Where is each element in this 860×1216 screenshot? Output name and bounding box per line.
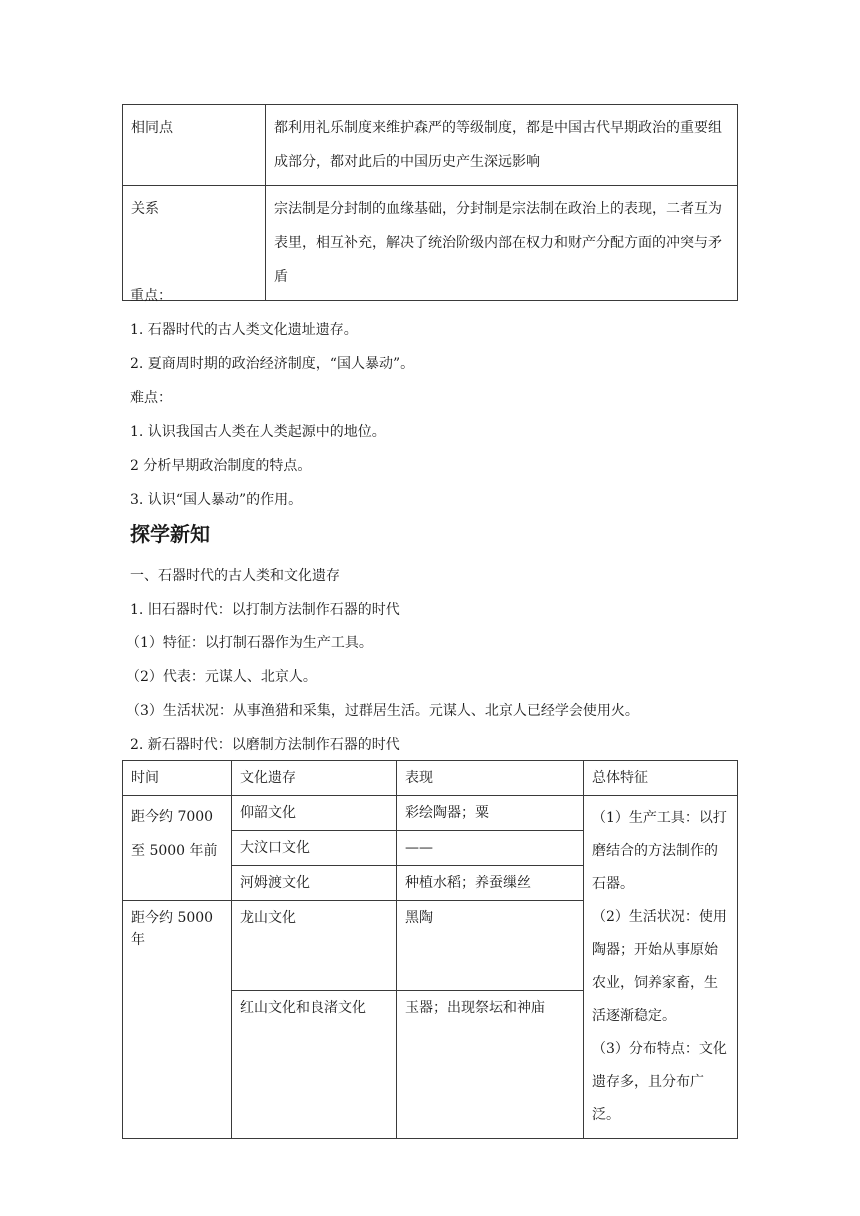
culture-name: 河姆渡文化: [232, 866, 397, 901]
period-cell: 距今约 5000 年: [123, 901, 232, 1139]
culture-feature: 种植水稻；养蚕缫丝: [397, 866, 584, 901]
neolithic-table: [122, 760, 738, 1139]
row-text: 都利用礼乐制度来维护森严的等级制度，都是中国古代早期政治的重要组成部分，都对此后的中国历史产生深远影响: [266, 105, 738, 186]
column-header: 表现: [397, 761, 584, 796]
key-points-heading: 重点：: [130, 288, 172, 304]
key-point-item: 2. 夏商周时期的政治经济制度，“国人暴动”。: [130, 356, 415, 372]
row-label: 关系: [123, 186, 266, 301]
row-text: 宗法制是分封制的血缘基础，分封制是宗法制在政治上的表现，二者互为表里，相互补充，解决了统治阶级内部在权力和财产分配方面的冲突与矛盾: [266, 186, 738, 301]
old-stone-age-item: （1）特征：以打制石器作为生产工具。: [126, 635, 373, 651]
culture-name: 大汶口文化: [232, 831, 397, 866]
culture-name: 仰韶文化: [232, 796, 397, 831]
culture-feature: 彩绘陶器；粟: [397, 796, 584, 831]
overall-feature-item: （2）生活状况：使用陶器；开始从事原始农业，饲养家畜，生活逐渐稳定。: [592, 909, 727, 1024]
overall-feature-item: （1）生产工具：以打磨结合的方法制作的石器。: [592, 810, 727, 892]
new-stone-age-heading: 2. 新石器时代：以磨制方法制作石器的时代: [130, 737, 400, 753]
difficult-point-item: 2 分析早期政治制度的特点。: [130, 458, 312, 474]
difficult-points-heading: 难点：: [130, 390, 172, 406]
difficult-point-item: 1. 认识我国古人类在人类起源中的地位。: [130, 424, 386, 440]
culture-name: 红山文化和良渚文化: [232, 991, 397, 1139]
row-label: 相同点: [123, 105, 266, 186]
key-point-item: 1. 石器时代的古人类文化遗址遗存。: [130, 322, 358, 338]
column-header: 总体特征: [584, 761, 738, 796]
difficult-point-item: 3. 认识“国人暴动”的作用。: [130, 492, 303, 508]
culture-feature: 黑陶: [397, 901, 584, 991]
table-row: [123, 105, 738, 186]
column-header: 时间: [123, 761, 232, 796]
table-header-row: [123, 761, 738, 796]
culture-feature: ——: [397, 831, 584, 866]
culture-feature: 玉器；出现祭坛和神庙: [397, 991, 584, 1139]
table-row: [123, 186, 738, 301]
overall-feature-item: （3）分布特点：文化遗存多，且分布广泛。: [592, 1041, 727, 1123]
period-cell: 距今约 7000 至 5000 年前: [123, 796, 232, 901]
comparison-table: [122, 104, 738, 301]
column-header: 文化遗存: [232, 761, 397, 796]
section-subtitle: 一、石器时代的古人类和文化遗存: [130, 568, 340, 584]
culture-name: 龙山文化: [232, 901, 397, 991]
table-row: [123, 796, 738, 831]
overall-features-cell: [584, 796, 738, 1139]
old-stone-age-heading: 1. 旧石器时代：以打制方法制作石器的时代: [130, 602, 400, 618]
section-title: 探学新知: [130, 522, 210, 546]
old-stone-age-item: （3）生活状况：从事渔猎和采集，过群居生活。元谋人、北京人已经学会使用火。: [126, 703, 639, 719]
old-stone-age-item: （2）代表：元谋人、北京人。: [126, 669, 317, 685]
